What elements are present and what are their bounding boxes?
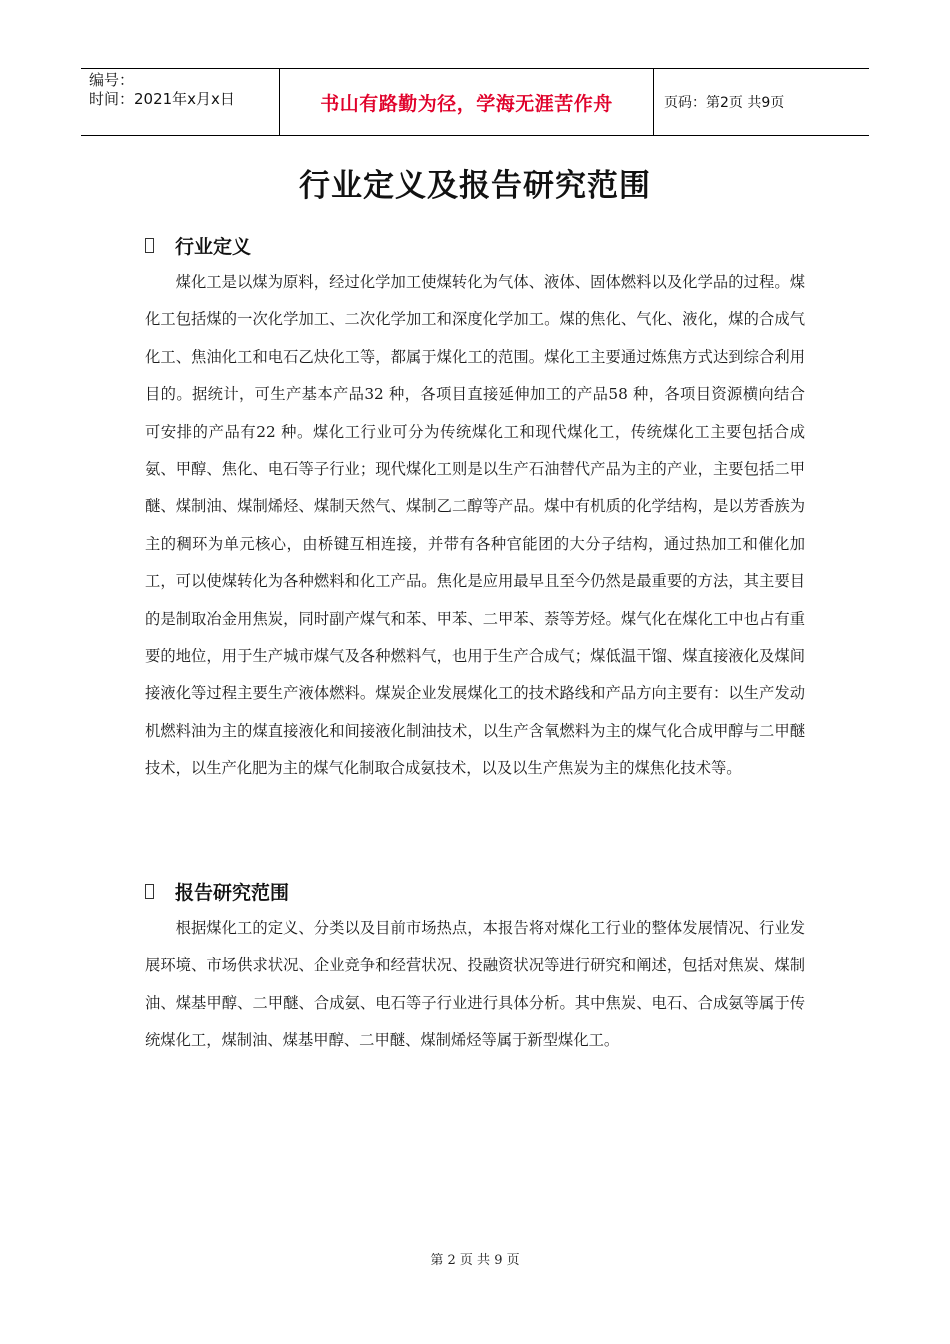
- header-meta-cell: [81, 69, 280, 135]
- header-motto: 书山有路勤为径，学海无涯苦作舟: [320, 92, 613, 115]
- section-paragraph-industry-definition: 煤化工是以煤为原料，经过化学加工使煤转化为气体、液体、固体燃料以及化学品的过程。煤化工包括煤的一次化学加工、二次化学加工和深度化学加工。煤的焦化、气化、液化，煤的合成气化工、焦油化工和电石乙炔化工等，都属于煤化工的范围。煤化工主要通过炼焦方式达到综合利用目的。据统计，可生产基本产品32 种，各项目直接延伸加工的产品58 种，各项目资源横向结合可安排的产品有22 种。煤化工行业可分为传统煤化工和现代煤化工，传统煤化工主要包括合成氨、甲醇、焦化、电石等子行业；现代煤化工则是以生产石油替代产品为主的产业，主要包括二甲醚、煤制油、煤制烯烃、煤制天然气、煤制乙二醇等产品。煤中有机质的化学结构，是以芳香族为主的稠环为单元核心，由桥键互相连接，并带有各种官能团的大分子结构，通过热加工和催化加工，可以使煤转化为各种燃料和化工产品。焦化是应用最早且至今仍然是最重要的方法，其主要目的是制取冶金用焦炭，同时副产煤气和苯、甲苯、二甲苯、萘等芳烃。煤气化在煤化工中也占有重要的地位，用于生产城市煤气及各种燃料气，也用于生产合成气；煤低温干馏、煤直接液化及煤间接液化等过程主要生产液体燃料。煤炭企业发展煤化工的技术路线和产品方向主要有：以生产发动机燃料油为主的煤直接液化和间接液化制油技术，以生产含氧燃料为主的煤气化合成甲醇与二甲醚技术，以生产化肥为主的煤气化制取合成氨技术，以及以生产焦炭为主的煤焦化技术等。: [145, 273, 805, 778]
- section-paragraph-report-scope: 根据煤化工的定义、分类以及目前市场热点，本报告将对煤化工行业的整体发展情况、行业发展环境、市场供求状况、企业竞争和经营状况、投融资状况等进行研究和阐述，包括对焦炭、煤制油、煤基甲醇、二甲醚、合成氨、电石等子行业进行具体分析。其中焦炭、电石、合成氨等属于传统煤化工，煤制油、煤基甲醇、二甲醚、煤制烯烃等属于新型煤化工。: [145, 919, 805, 1050]
- header-page-cell: [654, 69, 869, 135]
- page-footer: 第 2 页 共 9 页: [430, 1253, 520, 1268]
- square-bullet-icon: [145, 884, 154, 899]
- document-time-label: 时间：2021年x月x日: [89, 90, 235, 108]
- header-motto-cell: [280, 69, 654, 135]
- square-bullet-icon: [145, 238, 154, 253]
- document-number-label: 编号：: [89, 71, 135, 89]
- section-heading-report-scope: [145, 878, 289, 905]
- section-heading-text: 行业定义: [175, 236, 252, 258]
- section-heading-text: 报告研究范围: [175, 882, 290, 904]
- section-heading-industry-definition: [145, 232, 251, 259]
- document-header: [81, 68, 869, 136]
- header-page-info: 页码：第2页 共9页: [664, 95, 785, 111]
- document-title: 行业定义及报告研究范围: [299, 168, 651, 204]
